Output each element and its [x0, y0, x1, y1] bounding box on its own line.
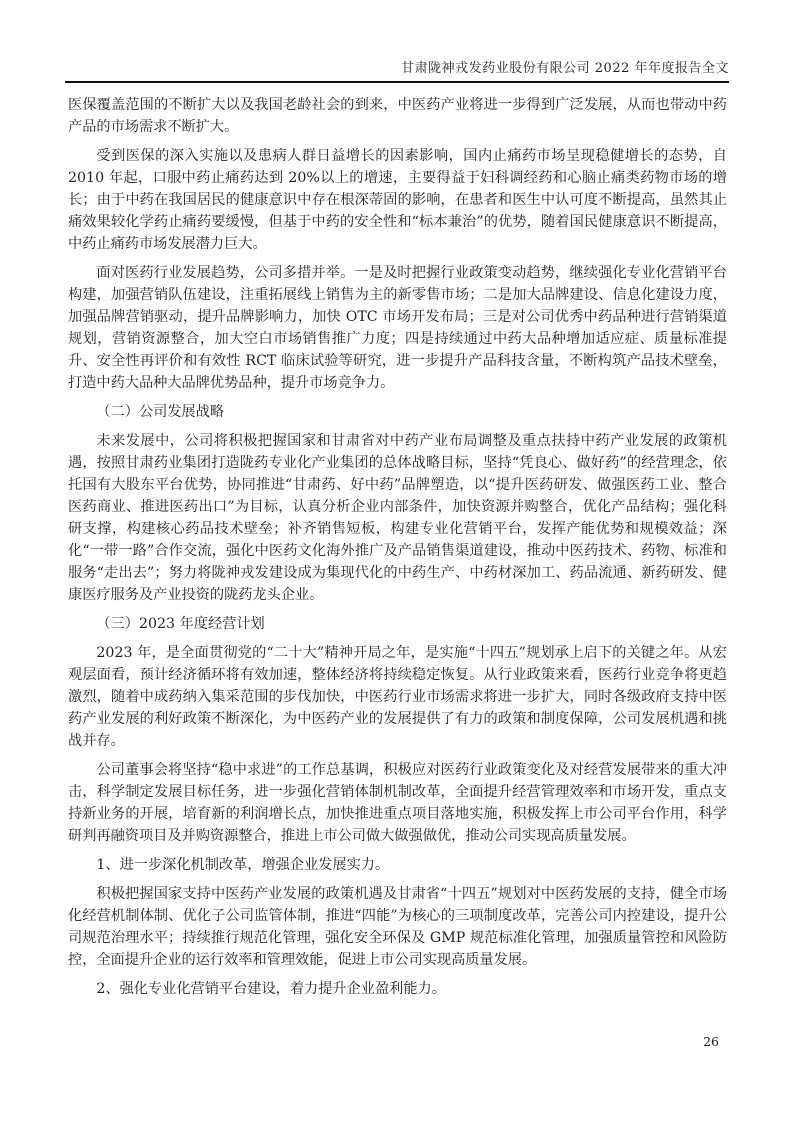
- paragraph: 未来发展中，公司将积极把握国家和甘肃省对中药产业布局调整及重点扶持中药产业发展的政策机遇，按照甘肃药业集团打造陇药专业化产业集团的总体战略目标，坚持“凭良心、做好药”的经营理念，依托国有大股东平台优势，协同推进“甘肃药、好中药”品牌塑造，以“提升医药研发、做强医药工业、整合医药商业、推进医药出口”为目标，认真分析企业内部条件，加快资源并购整合，优化产品结构；强化科研支撑，构建核心药品技术壁垒；补齐销售短板，构建专业化营销平台，发挥产能优势和规模效益；深化“一带一路”合作交流，强化中医药文化海外推广及产品销售渠道建设，推动中医药技术、药物、标准和服务“走出去”；努力将陇神戎发建设成为集现代化的中药生产、中药材深加工、药品流通、新药研发、健康医疗服务及产业投资的陇药龙头企业。: [68, 433, 727, 603]
- page-header: [65, 57, 729, 76]
- paragraph: 积极把握国家支持中医药产业发展的政策机遇及甘肃省“十四五”规划对中医药发展的支持，健全市场化经营机制体制、优化子公司监管体制，推进“四能”为核心的三项制度改革，完善公司内控建设，提升公司规范治理水平；持续推行规范化管理，强化安全环保及 GMP 规范标准化管理，加强质量管控和风险防控，全面提升企业的运行效率和管理效能，促进上市公司实现高质量发展。: [68, 886, 727, 968]
- section-heading: （三）2023 年度经营计划: [96, 616, 265, 632]
- paragraph: 2023 年，是全面贯彻党的“二十大”精神开局之年，是实施“十四五”规划承上启下的关键之年。从宏观层面看，预计经济循环将有效加速，整体经济将持续稳定恢复。从行业政策来看，医药行业竞争将更趋激烈，随着中成药纳入集采范围的步伐加快，中医药行业市场需求将进一步扩大，同时各级政府支持中医药产业发展的利好政策不断深化，为中医药产业的发展提供了有力的政策和制度保障，公司发展机遇和挑战并存。: [68, 645, 727, 749]
- document-body: [68, 94, 727, 1007]
- page-footer: [703, 1034, 719, 1049]
- header-rule: [65, 81, 729, 83]
- paragraph: 面对医药行业发展趋势，公司多措并举。一是及时把握行业政策变动趋势，继续强化专业化营销平台构建，加强营销队伍建设，注重拓展线上销售为主的新零售市场；二是加大品牌建设、信息化建设力度，加强品牌营销驱动，提升品牌影响力，加快 OTC 市场开发布局；三是对公司优秀中药品种进行营销渠道规划，营销资源整合，加大空白市场销售推广力度；四是持续通过中药大品种增加适应症、质量标准提升、安全性再评价和有效性 RCT 临床试验等研究，进一步提升产品科技含量，不断构筑产品技术壁垒，打造中药大品种大品牌优势品种，提升市场竞争力。: [68, 265, 727, 391]
- page-number: 26: [703, 1034, 719, 1049]
- section-heading: 1、进一步深化机制改革，增强企业发展实力。: [96, 857, 390, 873]
- paragraph: 受到医保的深入实施以及患病人群日益增长的因素影响，国内止痛药市场呈现稳健增长的态势，自 2010 年起，口服中药止痛药达到 20%以上的增速，主要得益于妇科调经药和心脑止痛类药物市场的增长；由于中药在我国居民的健康意识中存在根深蒂固的影响，在患者和医生中认可度不断提高，虽然其止痛效果较化学药止痛药要缓慢，但基于中药的安全性和“标本兼治”的优势，随着国民健康意识不断提高，中药止痛药市场发展潜力巨大。: [68, 148, 727, 252]
- paragraph: 医保覆盖范围的不断扩大以及我国老龄社会的到来，中医药产业将进一步得到广泛发展，从而也带动中药产品的市场需求不断扩大。: [68, 97, 727, 135]
- section-heading: （二）公司发展战略: [96, 404, 225, 420]
- paragraph: 公司董事会将坚持“稳中求进”的工作总基调，积极应对医药行业政策变化及对经营发展带来的重大冲击，科学制定发展目标任务，进一步强化营销体制机制改革，全面提升经营管理效率和市场开发，重点支持新业务的开展，培育新的利润增长点，加快推进重点项目落地实施，积极发挥上市公司平台作用，科学研判再融资项目及并购资源整合，推进上市公司做大做强做优，推动公司实现高质量发展。: [68, 762, 727, 844]
- section-heading: 2、强化专业化营销平台建设，着力提升企业盈利能力。: [96, 981, 446, 997]
- header-title: 甘肃陇神戎发药业股份有限公司 2022 年年度报告全文: [401, 61, 729, 76]
